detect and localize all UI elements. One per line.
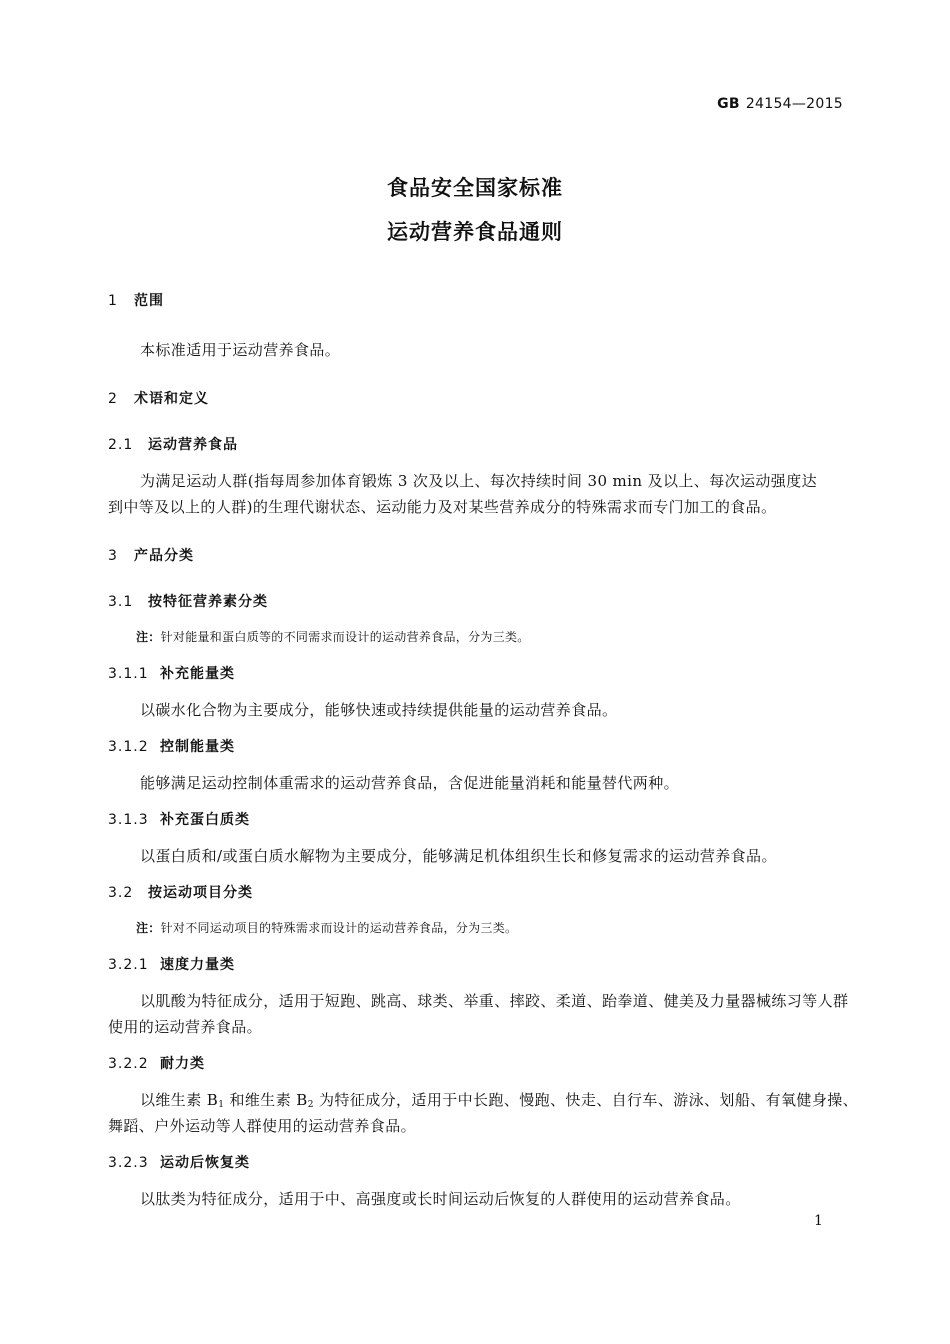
standard-number (717, 96, 843, 112)
section-3-2-3-body: 以肽类为特征成分，适用于中、高强度或长时间运动后恢复的人群使用的运动营养食品。 (140, 1190, 741, 1208)
section-3-heading: 3 产品分类 (108, 548, 194, 564)
section-3-2-2-heading: 3.2.2 耐力类 (108, 1056, 205, 1072)
section-3-2-3-heading: 3.2.3 运动后恢复类 (108, 1155, 250, 1171)
section-3-2-1-heading: 3.2.1 速度力量类 (108, 957, 235, 973)
section-3-1-3-heading: 3.1.3 补充蛋白质类 (108, 812, 250, 828)
section-2-1-body-line1: 为满足运动人群(指每周参加体育锻炼 3 次及以上、每次持续时间 30 min 及以上、每次运动强度达 (140, 472, 818, 490)
document-subtitle: 运动营养食品通则 (387, 220, 563, 244)
note-label: 注： (136, 630, 161, 644)
page-number: 1 (814, 1213, 823, 1229)
section-3-1-2-body: 能够满足运动控制体重需求的运动营养食品，含促进能量消耗和能量替代两种。 (140, 774, 680, 792)
section-3-1-2-heading: 3.1.2 控制能量类 (108, 739, 235, 755)
section-2-1-heading: 2.1 运动营养食品 (108, 437, 238, 453)
section-3-2-2-body-line1: 以维生素 $B_1$ 和维生素 $B_2$ 为特征成分，适用于中长跑、慢跑、快走、自行车、游泳、划船、有氧健身操、 (140, 1091, 859, 1110)
standard-prefix: GB (717, 96, 740, 112)
section-3-1-1-heading: 3.1.1 补充能量类 (108, 666, 235, 682)
section-3-1-1-body: 以碳水化合物为主要成分，能够快速或持续提供能量的运动营养食品。 (140, 701, 618, 719)
section-3-2-2-body-line2: 舞蹈、户外运动等人群使用的运动营养食品。 (108, 1117, 417, 1135)
document-title: 食品安全国家标准 (387, 176, 563, 200)
section-2-1-body-line2: 到中等及以上的人群)的生理代谢状态、运动能力及对某些营养成分的特殊需求而专门加工的食品。 (108, 498, 777, 516)
section-3-1-3-body: 以蛋白质和/或蛋白质水解物为主要成分，能够满足机体组织生长和修复需求的运动营养食品。 (140, 847, 777, 865)
section-1-body: 本标准适用于运动营养食品。 (140, 341, 341, 359)
section-1-heading: 1 范围 (108, 293, 164, 309)
section-3-2-heading: 3.2 按运动项目分类 (108, 885, 253, 901)
note-label: 注： (136, 921, 161, 935)
section-3-2-note: 注：针对不同运动项目的特殊需求而设计的运动营养食品，分为三类。 (136, 921, 518, 935)
section-2-heading: 2 术语和定义 (108, 391, 209, 407)
section-3-2-1-body-line2: 使用的运动营养食品。 (108, 1018, 263, 1036)
standard-code: 24154—2015 (745, 96, 843, 112)
section-3-2-1-body-line1: 以肌酸为特征成分，适用于短跑、跳高、球类、举重、摔跤、柔道、跆拳道、健美及力量器械练习等人群 (140, 992, 849, 1010)
section-3-1-heading: 3.1 按特征营养素分类 (108, 594, 268, 610)
section-3-1-note: 注：针对能量和蛋白质等的不同需求而设计的运动营养食品，分为三类。 (136, 630, 530, 644)
